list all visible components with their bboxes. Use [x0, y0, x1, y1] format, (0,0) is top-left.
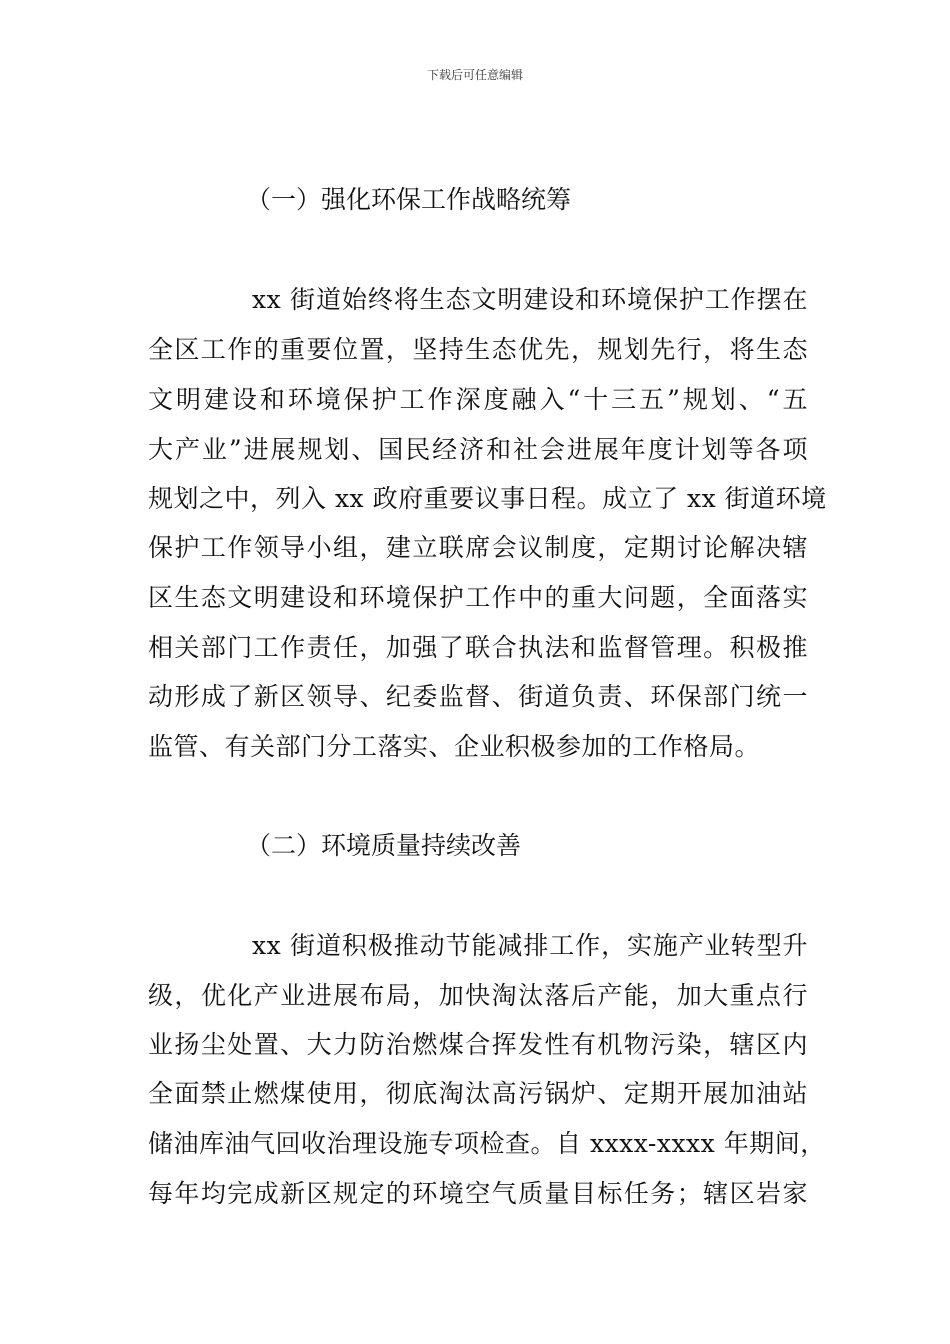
paragraph-line: 级，优化产业进展布局，加快淘汰落后产能，加大重点行 — [148, 981, 808, 1010]
paragraph-line: 全面禁止燃煤使用，彻底淘汰高污锅炉、定期开展加油站 — [148, 1079, 808, 1108]
header-note: 下载后可任意编辑 — [426, 68, 523, 82]
paragraph-line: 保护工作领导小组，建立联席会议制度，定期讨论解决辖 — [148, 533, 808, 562]
paragraph-line: xx 街道始终将生态文明建设和环境保护工作摆在 — [252, 285, 808, 314]
section-heading-2: （二）环境质量持续改善 — [246, 831, 522, 860]
paragraph-line: 每年均完成新区规定的环境空气质量目标任务；辖区岩家 — [148, 1179, 808, 1208]
paragraph-line: 监管、有关部门分工落实、企业积极参加的工作格局。 — [148, 732, 761, 761]
paragraph-line: 文明建设和环境保护工作深度融入“十三五”规划、“五 — [148, 385, 808, 414]
paragraph-line: 全区工作的重要位置，坚持生态优先，规划先行，将生态 — [148, 335, 808, 364]
section-heading-1: （一）强化环保工作战略统筹 — [246, 185, 572, 214]
paragraph-line: xx 街道积极推动节能减排工作，实施产业转型升 — [252, 931, 808, 960]
paragraph-line: 规划之中，列入 xx 政府重要议事日程。成立了 xx 街道环境 — [148, 484, 827, 513]
paragraph-line: 相关部门工作责任，加强了联合执法和监督管理。积极推 — [148, 633, 808, 662]
paragraph-line: 大产业”进展规划、国民经济和社会进展年度计划等各项 — [148, 435, 808, 464]
paragraph-line: 储油库油气回收治理设施专项检查。自 xxxx-xxxx 年期间， — [148, 1129, 826, 1158]
paragraph-line: 动形成了新区领导、纪委监督、街道负责、环保部门统一 — [148, 682, 808, 711]
paragraph-line: 业扬尘处置、大力防治燃煤合挥发性有机物污染，辖区内 — [148, 1030, 808, 1059]
paragraph-line: 区生态文明建设和环境保护工作中的重大问题，全面落实 — [148, 583, 808, 612]
